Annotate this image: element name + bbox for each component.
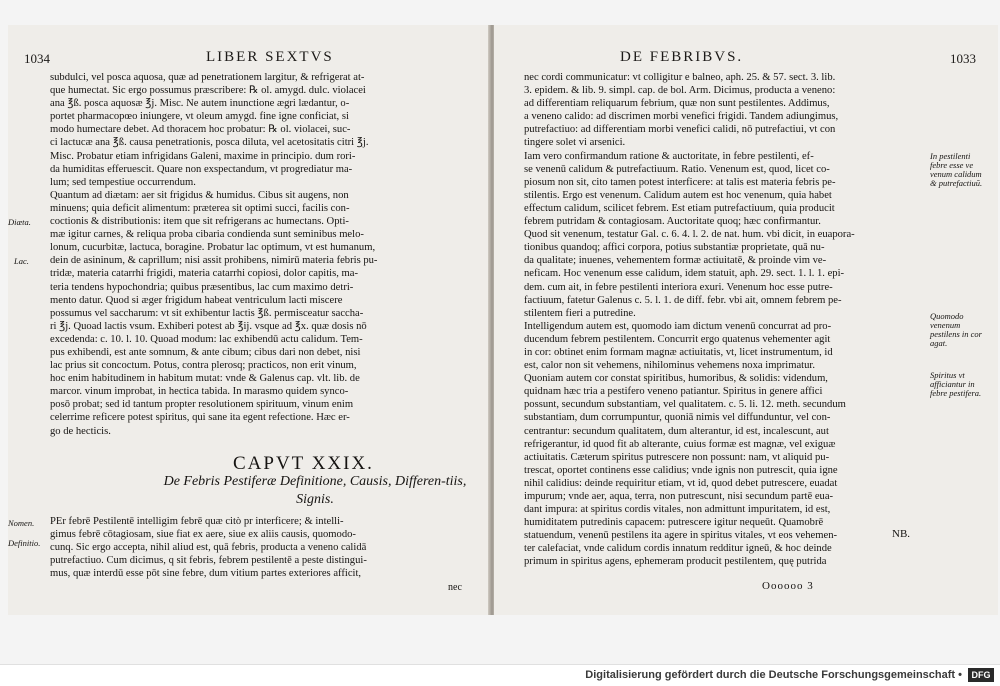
margin-note-nomen: Nomen.: [8, 518, 35, 528]
text-line: dein de asininum, & caprillum; nisi assit prohibens, nimirū materia febris pu-: [50, 255, 378, 267]
book-spread: [8, 25, 998, 615]
text-line: excedenda: c. 10. l. 10. Quoad modum: lac exhibendū actu calidum. Tem-: [50, 333, 363, 345]
text-line: ana ℥ß. posca aquosæ ℥j. Misc. Ne autem inunctione ægri lædantur, o-: [50, 98, 350, 110]
chapter-text-line: gimus febrē cōtagiosam, siue fiat ex aere, siue ex aliis causis, quomodo-: [50, 529, 356, 541]
footer-bar: [0, 664, 1000, 686]
text-line: ducendum febrem pestilentem. Concurrit ergo quatenus vehementer agit: [524, 333, 831, 345]
margin-note-nb: NB.: [892, 528, 911, 540]
text-line: da qualitate; inuenes, vehementem formæ actiuitatē, & proinde vim ve-: [524, 255, 827, 267]
text-line: ad differentiam reliquarum febrium, quæ non sunt pestilentes. Addimus,: [524, 98, 830, 110]
text-line: nihil calidius: deinde requiritur etiam, vt id, quod debet putrescere, euadat: [524, 477, 838, 489]
text-line: teria tendens hypochondria; quibus præsentibus, lac cum maximo detri-: [50, 281, 354, 293]
text-line: lum; sed tempestiue occurrendum.: [50, 176, 196, 188]
text-line: ri ℥j. Quoad lactis vsum. Exhiberi potest ab ℥ij. vsque ad ℥x. quæ dosis nō: [50, 320, 367, 332]
margin-note-diaeta: Diæta.: [8, 217, 31, 227]
text-line: neficam. Hoc venenum esse calidum, idem statuit, aph. 29. sect. 1. l. 1. epi-: [524, 268, 845, 280]
text-line: centrantur: secundum qualitatem, dum alterantur, id est, incalescunt, aut: [524, 425, 829, 437]
text-line: trescat, oportet continens esse calidius; vnde ignis non putrescit, quia igne: [524, 464, 838, 476]
text-line: possumus vel saccharum: vt sit exhibentur lactis ℥ß. permisceatur saccha-: [50, 307, 364, 319]
text-line: Iam vero confirmandum ratione & auctoritate, in febre pestilenti, ef-: [524, 150, 814, 162]
chapter-text-line: putrefactiuo. Cum dicimus, q sit febris, febrem pestilentē a peste distingui-: [50, 555, 367, 567]
text-line: primum in spiritus agens, ephemeram producit pestilentem, quę putrida: [524, 556, 827, 568]
left-folio: 1034: [24, 51, 50, 66]
text-line: coctionis & distributionis: item que sit refrigerans ac humectans. Opti-: [50, 216, 349, 228]
text-line: marcor. vinum improbat, in hectica tabida. In marasmo quidem synco-: [50, 386, 349, 398]
text-line: Quantum ad diætam: aer sit frigidus & humidus. Cibus sit augens, non: [50, 189, 349, 201]
text-line: Intelligendum autem est, quomodo iam dictum venenū concurrat ad pro-: [524, 320, 832, 332]
text-line: factiuum, fatetur Galenus c. 5. l. 1. de diff. febr. vbi ait, omnem febrem pe-: [524, 294, 842, 306]
text-line: in cor: obtinet enim formam magnæ actiuitatis, vt, licet instrumentum, id: [524, 346, 833, 358]
text-line: go de hecticis.: [50, 425, 111, 437]
left-body-text: [50, 71, 465, 438]
margin-note-venom-hot: In pestilenti febre esse ve venum calidum & putrefactiuū.: [930, 151, 983, 188]
text-line: stilentem fieri a putredine.: [524, 307, 636, 319]
text-line: febrem putridam & contagiosam. Auctoritate quoq; hæc confirmantur.: [524, 216, 821, 228]
text-line: que humectat. Sic ergo possumus præscribere: ℞ ol. amygd. dulc. violacei: [50, 85, 366, 97]
text-line: substantiam, dum corrumpuntur, quoniā nimis vel diffunduntur, vel con-: [524, 412, 831, 424]
text-line: ter calefaciat, vnde calidum cordis innatum redditur igneū, & hoc deinde: [524, 543, 832, 555]
right-body-text: [524, 71, 928, 569]
text-line: actiuitatis. Cæterum spiritus putrescere non possunt: nam, vt aliquid pu-: [524, 451, 830, 463]
text-line: nec cordi communicatur: vt colligitur e balneo, aph. 25. & 57. sect. 3. lib.: [524, 72, 836, 83]
text-line: stilentis. Ergo est venenum. Calidum autem est hoc venenum, quia habet: [524, 189, 832, 201]
text-line: subdulci, vel posca aquosa, quæ ad penetrationem largitur, & refrigerat at-: [50, 72, 365, 83]
text-line: ci lactucæ ana ℥ß. causa penetrationis, posca diluta, vel acetositatis citri ℥j.: [50, 137, 369, 149]
text-line: Quoniam autem cor constat spiritibus, humoribus, & solidis: videndum,: [524, 373, 828, 385]
text-line: modo humectare debet. Ad thoracem hoc probatur: ℞ ol. violacei, suc-: [50, 124, 351, 136]
text-line: putrefactiuo: ad differentiam morbi venefici calidi, nō putrefactiui, vt con: [524, 124, 836, 136]
chapter-subtitle: De Febris Pestiferæ Definitione, Causis, Differen-tiis, Signis.: [163, 474, 467, 507]
text-line: se venenū calidum & putrefactiuum. Ratio. Venenum est, quod, licet co-: [524, 163, 830, 175]
text-line: dant impura: at spiritus cordis vitales, non admittunt impuritatem, id est,: [524, 504, 831, 516]
chapter-text-line: PEr febrē Pestilentē intelligim febrē quæ citò pr interficere; & intelli-: [50, 516, 344, 527]
text-line: quidnam hæc tria a pestifero veneno patiantur. Spiritus in genere affici: [524, 386, 823, 398]
margin-note-spirits: Spiritus vt afficiantur in febre pestifera.: [930, 370, 982, 398]
text-line: mento datur. Quod si æger frigidum habeat ventriculum lacti miscere: [50, 294, 343, 306]
text-line: Misc. Probatur etiam infrigidans Galeni, maxime in principio. dum rori-: [50, 150, 356, 162]
text-line: a veneno calido: ad discrimen morbi venefici frigidi. Tandem adiungimus,: [524, 111, 839, 123]
text-line: pus exhibendi, est ante somnum, & ante cibum; cibus dari non debet, nisi: [50, 346, 361, 358]
text-line: celerrime reficere potest spiritus, qui sane ita egent refectione. Hæc er-: [50, 412, 350, 424]
text-line: 3. epidem. & lib. 9. simpl. cap. de bol. Arm. Dicimus, producta a veneno:: [524, 85, 836, 97]
text-line: tingere solet vi arsenici.: [524, 137, 626, 149]
margin-note-venom-heart: Quomodo venenum pestilens in cor agat.: [930, 311, 982, 348]
text-line: portet pharmacopœo iniungere, vt oleum amygd. fine igne conficiat, si: [50, 111, 349, 123]
text-line: possunt, secundum substantiam, vel qualitatem. c. 5. li. 12. meth. secundum: [524, 399, 846, 411]
text-line: est, calor non sit vehemens, nihilominus vehemens noxa imprimatur.: [524, 360, 815, 372]
right-running-head: DE FEBRIBVS.: [620, 49, 744, 65]
text-line: lonum, cucurbitæ, lactuca, boragine. Probatur lac optimum, vt est humanum,: [50, 242, 376, 254]
left-catchword: nec: [448, 582, 462, 593]
margin-note-definitio: Definitio.: [8, 538, 41, 548]
chapter-body-text: [50, 515, 465, 580]
text-line: tionibus quandoq; affici corpora, potius substantiæ proprietate, quā nu-: [524, 242, 825, 254]
chapter-title: CAPVT XXIX.: [233, 453, 374, 474]
text-line: dem. cum ait, in febre pestilenti interiora exuri. Venenum hoc esse putre-: [524, 281, 833, 293]
text-line: piosum non sit, cito tamen potest interficere: at talis est materia febris pe-: [524, 176, 836, 188]
text-line: refrigerantur, id quod fit ab alterante, cuius formæ est magnæ, vel exiguæ: [524, 438, 836, 450]
text-line: da humiditas efferuescit. Quare non exspectandum, vt progrediatur ma-: [50, 163, 353, 175]
text-line: posō probat; sed id tantum propter resolutionem spirituum, vinum enim: [50, 399, 354, 411]
text-line: tridæ, materia catarrhi frigidi, materia catarrhi copiosi, dolor capitis, ma-: [50, 268, 358, 280]
text-line: statuendum, venenū pestilens ita agere in spiritus vitales, vt eos vehemen-: [524, 530, 838, 542]
chapter-text-line: mus, quæ interdū esse pōt sine febre, dum vitium partes exteriores afficit,: [50, 568, 362, 580]
text-line: Quod sit venenum, testatur Gal. c. 6. 4. l. 2. de nat. hum. vbi dicit, in euapora-: [524, 229, 855, 241]
funding-credit: Digitalisierung gefördert durch die Deutsche Forschungsgemeinschaft •: [585, 669, 962, 681]
signature-mark: Oooooo 3: [762, 580, 814, 592]
margin-note-lac: Lac.: [14, 256, 29, 266]
text-line: effectum calidum, scilicet febrem. Est etiam putrefactiuum, quia producit: [524, 202, 835, 214]
text-line: lac prius sit concoctum. Potus, contra plerosq; practicos, non erit vinum,: [50, 360, 357, 372]
dfg-logo: DFG: [968, 668, 994, 682]
text-line: minuens; quia deficit alimentum: præterea sit optimi succi, facilis con-: [50, 202, 350, 214]
left-running-head: LIBER SEXTVS: [206, 49, 334, 65]
chapter-text-line: cunq. Sic ergo accepta, nihil aliud est, quā febris, producta a veneno calidā: [50, 542, 367, 554]
text-line: impurum; vnde aer, aqua, terra, non putrescunt, nisi secundum partē eua-: [524, 491, 834, 502]
right-page: [494, 25, 998, 615]
left-page: [8, 25, 490, 615]
text-line: humiditatem putredinis capacem: putrescere igitur nequeūt. Quamobrē: [524, 517, 824, 529]
text-line: mæ igitur carnes, & reliqua proba cibaria condienda sunt seminibus melo-: [50, 229, 364, 241]
right-folio: 1033: [950, 51, 976, 66]
text-line: hoc enim habitudinem in habitum mutat: vnde & Galenus cap. vlt. lib. de: [50, 373, 360, 385]
